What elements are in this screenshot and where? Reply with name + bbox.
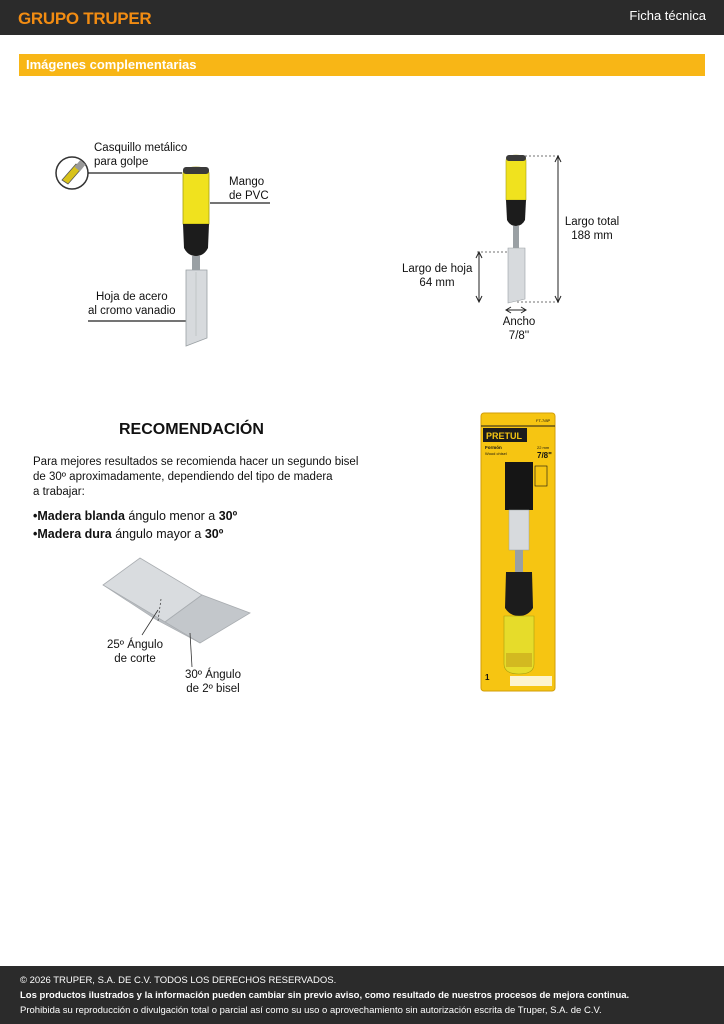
cut-angle-label: 25º Ángulo de corte (106, 639, 163, 665)
handle-grip (183, 224, 209, 256)
handle-yellow (183, 167, 209, 224)
width-label: Ancho 7/8'' (502, 316, 536, 342)
cap-label: Casquillo metálico para golpe (94, 142, 188, 168)
section-title: Imágenes complementarias (26, 57, 197, 72)
second-bevel-label: 30º Ángulo de 2º bisel (184, 669, 241, 695)
product-package-photo (480, 412, 556, 692)
package-size-in: 7/8" (537, 451, 552, 460)
handle-label: Mango de PVC (229, 176, 269, 202)
blade-label: Hoja de acero al cromo vanadio (88, 291, 176, 317)
blade (186, 270, 207, 346)
section-bar (19, 54, 705, 76)
footer-copyright: © 2026 TRUPER, S.A. DE C.V. TODOS LOS DERECHOS RESERVADOS. (20, 975, 337, 986)
package-model: FT-7/8P (536, 418, 551, 423)
package-size-mm: 22 mm (537, 445, 550, 450)
package-brand: PRETUL (486, 431, 522, 441)
brand-logo: GRUPO TRUPER (18, 9, 152, 28)
footer-notice: Los productos ilustrados y la información pueden cambiar sin previo aviso, como resultado de nuestros procesos de mejora continua. (20, 990, 630, 1001)
document-type: Ficha técnica (629, 8, 706, 23)
package-product-en: Wood chisel (485, 451, 507, 456)
chisel-parts-illustration (50, 140, 280, 360)
header-bar (0, 0, 724, 35)
bullet-soft-wood: •Madera blanda ángulo menor a 30º (33, 509, 238, 523)
footer-legal: Prohibida su reproducción o divulgación total o parcial así como su uso o aprovechamiento sin autorización escrita de Truper, S.A. de C.V. (20, 1005, 602, 1016)
footer-bar (0, 966, 724, 1024)
total-length-label: Largo total 188 mm (564, 216, 620, 242)
blade-length-label: Largo de hoja 64 mm (402, 263, 473, 289)
recommendation-title: RECOMENDACIÓN (119, 421, 264, 438)
recommendation-text: Para mejores resultados se recomienda hacer un segundo bisel de 30º aproximadamente, dependiendo del tipo de madera a trabajar: (33, 456, 359, 498)
bullet-hard-wood: •Madera dura ángulo mayor a 30º (33, 527, 224, 541)
recommendation-bullets (33, 507, 237, 543)
package-product-es: Formón (485, 445, 502, 450)
package-count: 1 (485, 673, 490, 682)
